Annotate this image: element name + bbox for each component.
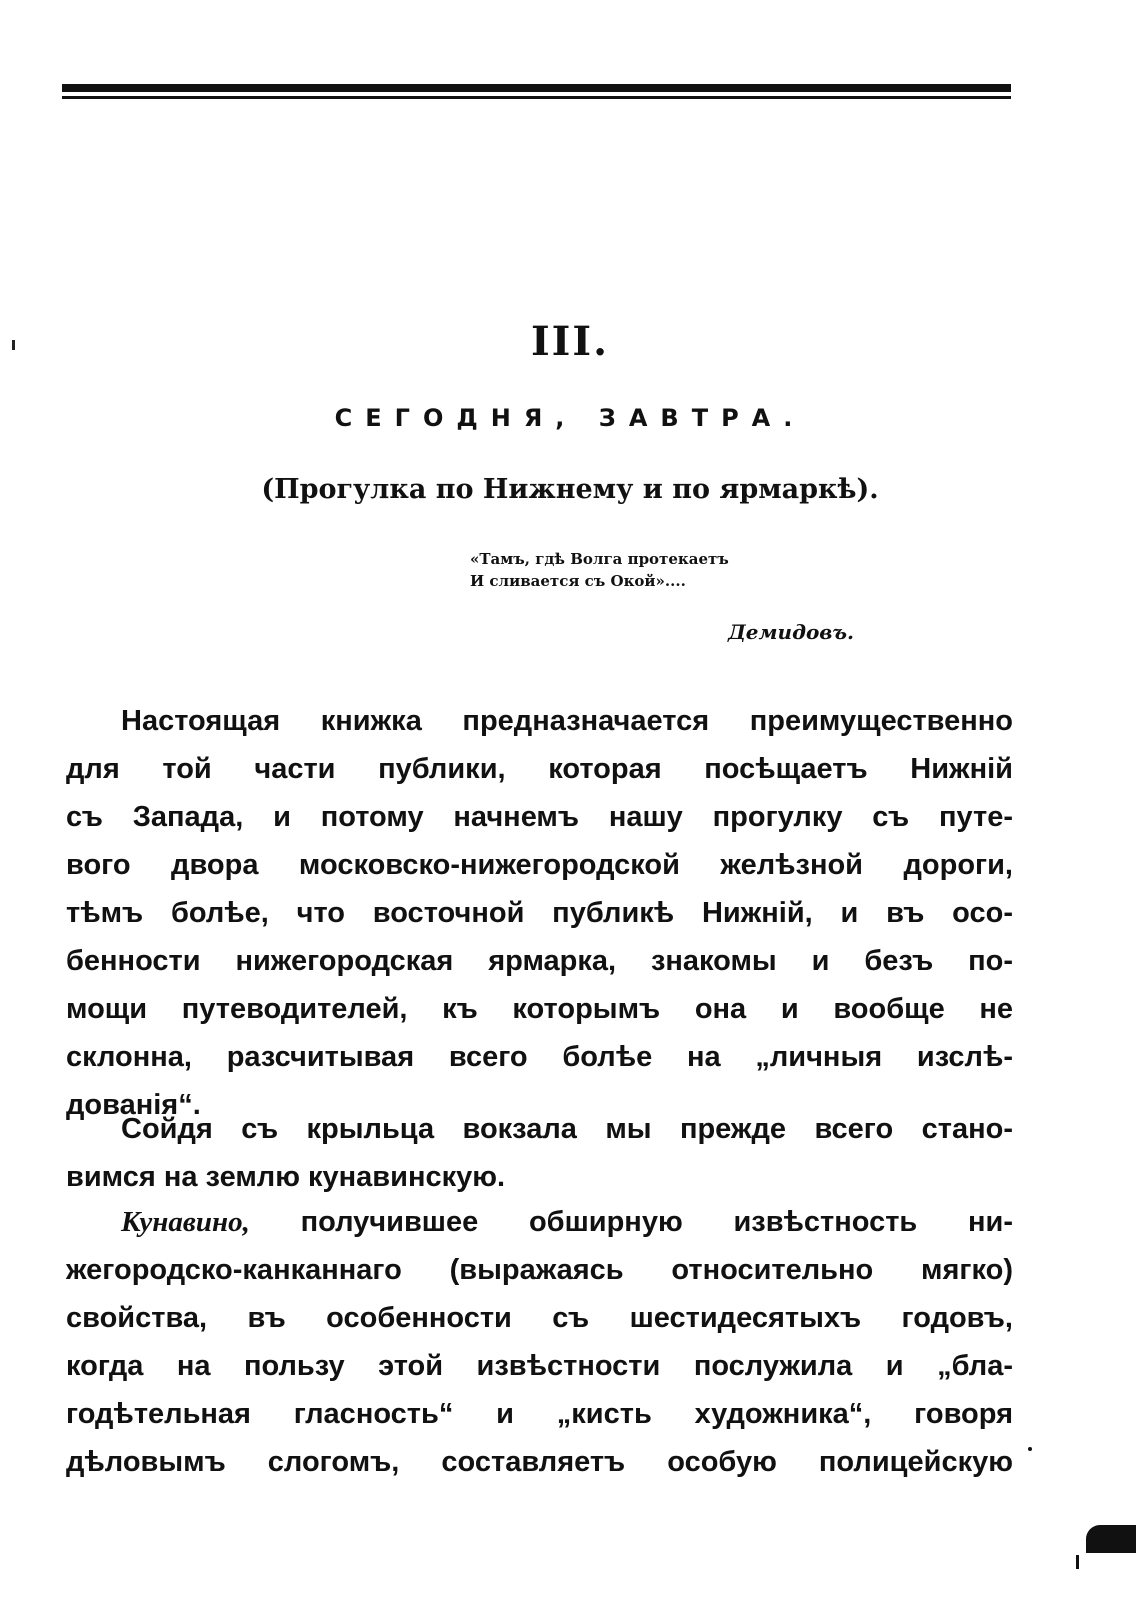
epigraph-line: И сливается съ Окой».... [470,572,686,590]
chapter-number: III. [530,318,610,365]
text-line: годѣтельная гласность“ и „кисть художника“, говоря [66,1398,1013,1430]
text-line: дѣловымъ слогомъ, составляетъ особую полицейскую [66,1446,1013,1478]
header-rule-thick [62,84,1011,92]
text-line-rest: получившее обширную извѣстность ни- [300,1206,1013,1238]
text-line: вого двора московско-нижегородской желѣзной дороги, [66,849,1013,881]
chapter-subtitle: (Прогулка по Нижнему и по ярмаркѣ). [261,474,879,505]
text-line: для той части публики, которая посѣщаетъ Нижній [66,753,1013,785]
page-corner-tick [1076,1555,1079,1569]
epigraph-author: Демидовъ. [728,620,854,644]
epigraph [470,548,890,592]
text-line: мощи путеводителей, къ которымъ она и вообще не [66,993,1013,1025]
text-line: съ Запада, и потому начнемъ нашу прогулку съ путе- [66,801,1013,833]
paragraph-1 [66,697,1013,1129]
text-line: бенности нижегородская ярмарка, знакомы и безъ по- [66,945,1013,977]
ink-speck [1028,1447,1032,1451]
text-line: Настоящая книжка предназначается преимущественно [121,705,1013,737]
page-corner-mark [1086,1525,1136,1553]
text-line: жегородско-канканнаго (выражаясь относительно мягко) [66,1254,1013,1286]
paragraph-3 [66,1198,1013,1486]
epigraph-line: «Тамъ, гдѣ Волга протекаетъ [470,550,729,568]
paragraph-2 [66,1105,1013,1201]
italic-term: Кунавино, [121,1206,250,1238]
text-line: когда на пользу этой извѣстности послужила и „бла- [66,1350,1013,1382]
text-line: склонна, разсчитывая всего болѣе на „личныя изслѣ- [66,1041,1013,1073]
text-line: Сойдя съ крыльца вокзала мы прежде всего стано- [121,1113,1013,1145]
header-rule-thin [62,96,1011,99]
text-line-first [66,1198,1013,1246]
text-line: вимся на землю кунавинскую. [66,1161,506,1193]
text-line: свойства, въ особенности съ шестидесятыхъ годовъ, [66,1302,1013,1334]
text-line: дованія“. [66,1089,201,1121]
chapter-title: СЕГОДНЯ, ЗАВТРА. [334,404,806,432]
text-line: тѣмъ болѣе, что восточной публикѣ Нижній, и въ осо- [66,897,1013,929]
